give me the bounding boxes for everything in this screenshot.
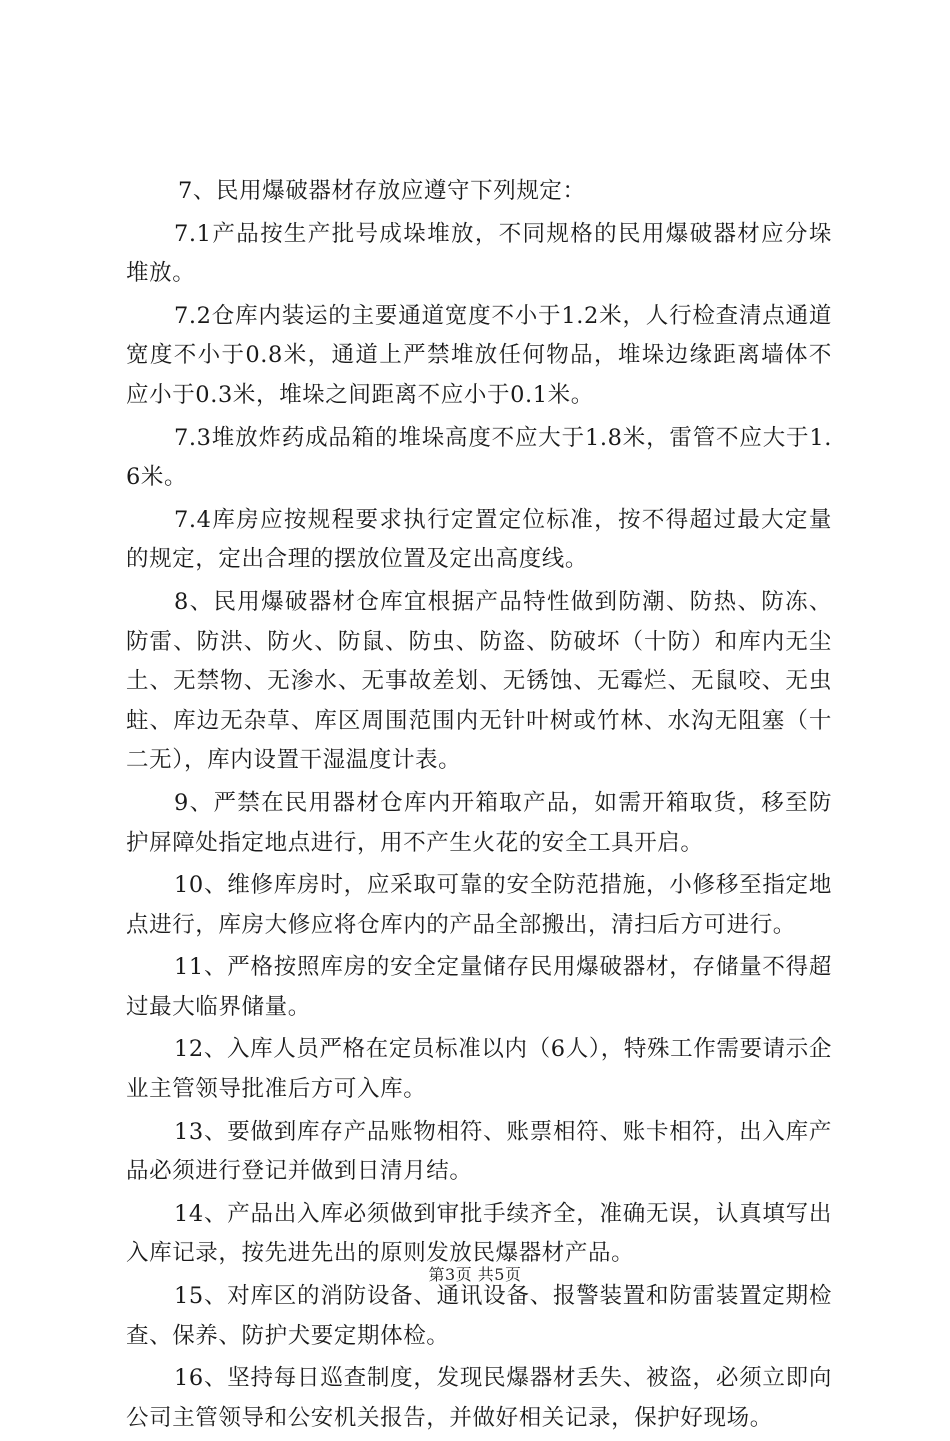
paragraph-15: 15、对库区的消防设备、通讯设备、报警装置和防雷装置定期检查、保养、防护犬要定期体检。 <box>126 1283 832 1349</box>
paragraph-14: 14、产品出入库必须做到审批手续齐全，准确无误，认真填写出入库记录，按先进先出的原则发放民爆器材产品。 <box>126 1200 832 1267</box>
paragraph-12: 12、入库人员严格在定员标准以内（6人），特殊工作需要请示企业主管领导批准后方可入库。 <box>126 1036 832 1103</box>
page-number-footer: 第3页 共5页 <box>428 1265 522 1284</box>
paragraph-9: 9、严禁在民用器材仓库内开箱取产品，如需开箱取货，移至防护屏障处指定地点进行，用不产生火花的安全工具开启。 <box>126 789 832 856</box>
document-body <box>126 172 832 1441</box>
paragraph-7: 7、民用爆破器材存放应遵守下列规定： <box>178 178 586 204</box>
paragraph-8: 8、民用爆破器材仓库宜根据产品特性做到防潮、防热、防冻、防雷、防洪、防火、防鼠、防虫、防盗、防破坏（十防）和库内无尘土、无禁物、无渗水、无事故差划、无锈蚀、无霉烂、无鼠咬、无虫蛀、库边无杂草、库区周围范围内无针叶树或竹林、水沟无阻塞（十二无），库内设置干湿温度计表。 <box>126 588 832 774</box>
paragraph-13: 13、要做到库存产品账物相符、账票相符、账卡相符，出入库产品必须进行登记并做到日清月结。 <box>126 1118 832 1185</box>
paragraph-7-1: 7.1产品按生产批号成垛堆放，不同规格的民用爆破器材应分垛堆放。 <box>126 220 832 287</box>
paragraph-7-3: 7.3堆放炸药成品箱的堆垛高度不应大于1.8米，雷管不应大于1.6米。 <box>126 424 832 491</box>
paragraph-10: 10、维修库房时，应采取可靠的安全防范措施，小修移至指定地点进行，库房大修应将仓库内的产品全部搬出，清扫后方可进行。 <box>126 872 832 938</box>
paragraph-11: 11、严格按照库房的安全定量储存民用爆破器材，存储量不得超过最大临界储量。 <box>126 954 832 1020</box>
paragraph-16: 16、坚持每日巡查制度，发现民爆器材丢失、被盗，必须立即向公司主管领导和公安机关报告，并做好相关记录，保护好现场。 <box>126 1365 832 1431</box>
paragraph-7-4: 7.4库房应按规程要求执行定置定位标准，按不得超过最大定量的规定，定出合理的摆放位置及定出高度线。 <box>126 506 832 573</box>
paragraph-7-2: 7.2仓库内装运的主要通道宽度不小于1.2米，人行检查清点通道宽度不小于0.8米，通道上严禁堆放任何物品，堆垛边缘距离墙体不应小于0.3米，堆垛之间距离不应小于0.1米。 <box>126 302 832 408</box>
